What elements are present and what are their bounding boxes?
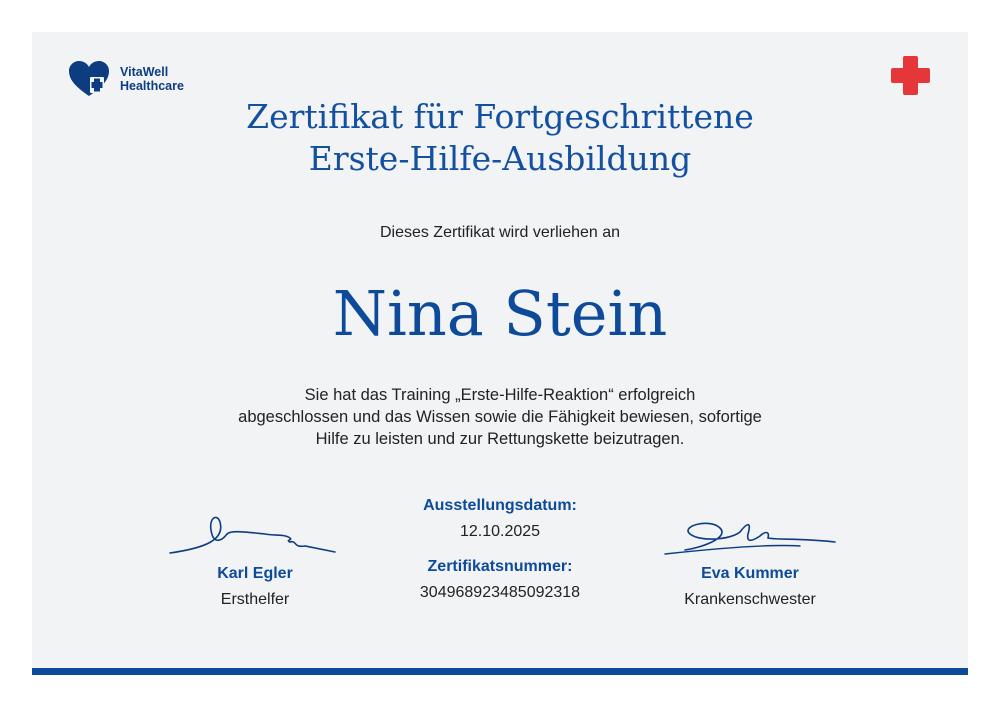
certificate-number-label: Zertifikatsnummer: [427,558,573,575]
signer-right [640,510,860,610]
title-line-2: Erste-Hilfe-Ausbildung [308,139,692,178]
signer-name-right: Eva Kummer [701,565,799,582]
certificate-number-value: 304968923485092318 [419,584,581,601]
title-line-1: Zertifikat für Fortgeschrittene [246,97,754,136]
brand-name-line2: Healthcare [120,79,184,93]
brand-logo [68,60,184,98]
red-cross-icon [890,55,931,96]
certificate-description [190,384,810,450]
issue-date-label: Ausstellungsdatum: [423,497,577,514]
heart-cross-icon [68,60,110,98]
recipient-name: Nina Stein [332,277,668,350]
description-line-1: Sie hat das Training „Erste-Hilfe-Reaktion“ erfolgreich [304,386,696,404]
issue-date-value: 12.10.2025 [459,523,541,540]
brand-name-line1: VitaWell [120,65,169,79]
signature-eva-kummer [660,510,840,560]
certificate-title [100,96,900,180]
signature-karl-egler [165,510,345,560]
certificate-meta [380,496,620,603]
bottom-accent-bar [32,668,968,675]
signer-role-right: Krankenschwester [684,591,816,608]
signer-role-left: Ersthelfer [220,591,290,608]
description-line-2: abgeschlossen und das Wissen sowie die Fähigkeit bewiesen, sofortige [238,408,762,426]
signer-left [145,510,365,610]
description-line-3: Hilfe zu leisten und zur Rettungskette beizutragen. [315,430,685,448]
signer-name-left: Karl Egler [217,565,293,582]
awarded-to-text: Dieses Zertifikat wird verliehen an [379,224,621,241]
